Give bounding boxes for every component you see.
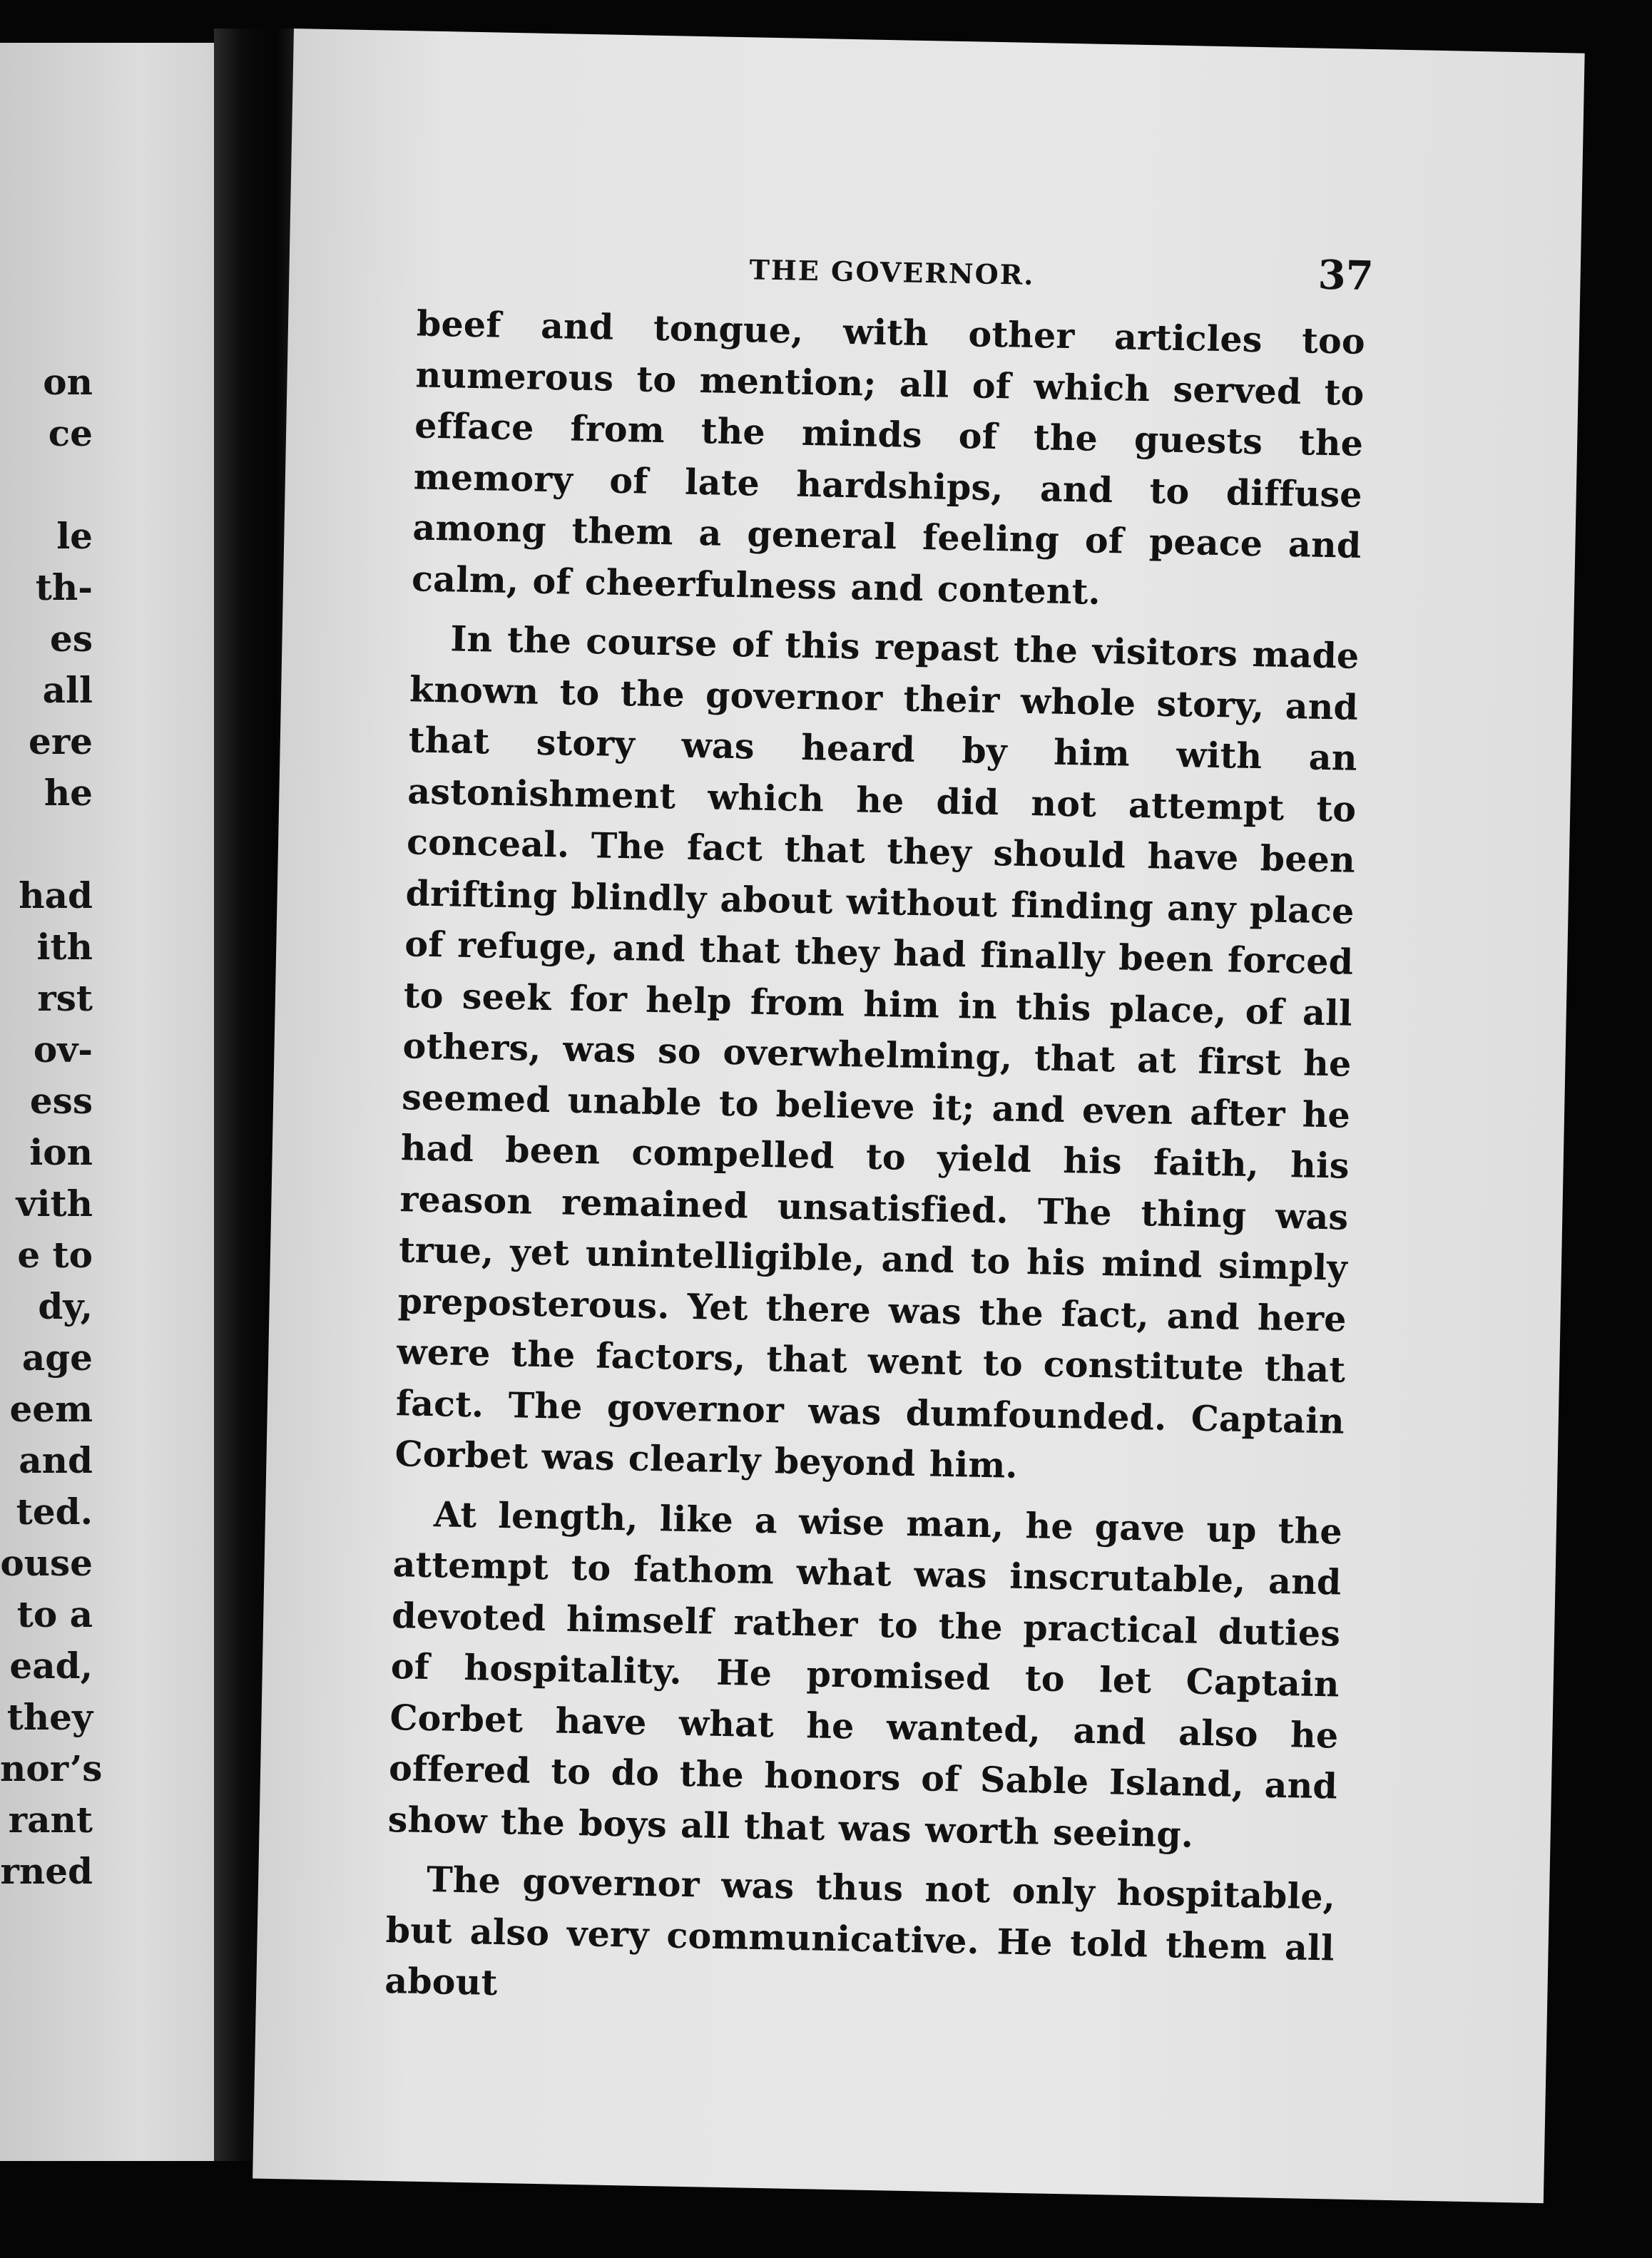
left-line-fragment: and bbox=[19, 1439, 93, 1481]
left-line-fragment: had bbox=[19, 874, 93, 916]
left-line-fragment: rst bbox=[37, 977, 93, 1019]
left-line-fragment: ere bbox=[29, 720, 93, 762]
left-line-fragment: le bbox=[56, 515, 93, 557]
paragraph: The governor was thus not only hospitable, but also very communicative. He told them all about bbox=[384, 1859, 1336, 2003]
left-line-fragment: ov- bbox=[33, 1028, 93, 1071]
paragraph: beef and tongue, with other articles too numerous to mention; all of which served to efface from the minds of the guests the memory of late hardships, and to diffuse among them a general feeling of peace and calm, of cheerfulness and content. bbox=[411, 302, 1366, 613]
left-line-fragment: eem bbox=[9, 1388, 93, 1430]
left-line-fragment: es bbox=[50, 618, 93, 660]
left-line-fragment: rant bbox=[8, 1799, 93, 1841]
left-line-fragment: ead, bbox=[9, 1645, 93, 1687]
left-line-fragment: nor’s bbox=[0, 1747, 103, 1789]
left-line-fragment: ess bbox=[29, 1080, 93, 1122]
left-line-fragment: they bbox=[6, 1696, 93, 1738]
page-content bbox=[384, 234, 1375, 2025]
left-line-fragment: vith bbox=[16, 1182, 93, 1225]
left-line-fragment: age bbox=[21, 1337, 93, 1379]
left-line-fragment: dy, bbox=[38, 1285, 93, 1327]
right-page bbox=[253, 29, 1585, 2203]
paragraph: In the course of this repast the visitors made known to the governor their whole story, and that story was heard by him with an astonishment which he did not attempt to conceal. The fact that they should have been drifting blindly about without finding any place of refuge, and that they had finally been forced to seek for help from him in this place, of all others, was so overwhelming, that at first he seemed unable to believe it; and even after he had been compelled to yield his faith, his reason remained unsatisfied. The thing was true, yet unintelligible, and to his mind simply preposterous. Yet there was the fact, and here were the factors, that went to constitute that fact. The governor was dumfounded. Captain Corbet was clearly beyond him. bbox=[394, 618, 1360, 1486]
left-line-fragment: ith bbox=[36, 926, 93, 968]
left-line-fragment: rned bbox=[0, 1850, 93, 1892]
left-line-fragment: all bbox=[42, 669, 93, 711]
body-text bbox=[384, 298, 1366, 2025]
left-line-fragment: e to bbox=[17, 1234, 93, 1276]
left-line-fragment: ouse bbox=[0, 1542, 93, 1584]
left-line-fragment: to a bbox=[16, 1593, 93, 1635]
left-line-fragment: he bbox=[44, 772, 93, 814]
left-line-fragment: ce bbox=[48, 412, 93, 454]
running-title: THE GOVERNOR. bbox=[749, 253, 1035, 291]
left-line-fragment bbox=[0, 459, 93, 511]
paragraph: At length, like a wise man, he gave up the attempt to fathom what was inscrutable, and devoted himself rather to the practical duties of hospitality. He promised to let Captain Corbet have what he wanted, and also he offered to do the honors of Sable Island, and show the boys all that was worth seeing. bbox=[387, 1493, 1343, 1856]
left-line-fragment: ion bbox=[29, 1131, 93, 1173]
left-line-fragment: th- bbox=[35, 566, 93, 608]
left-line-fragment: on bbox=[43, 361, 93, 403]
left-line-fragment bbox=[0, 819, 93, 870]
left-line-fragment: ted. bbox=[16, 1491, 93, 1533]
left-facing-page bbox=[0, 43, 235, 2161]
left-page-line-fragments bbox=[0, 357, 103, 1897]
page-number: 37 bbox=[1317, 251, 1375, 300]
